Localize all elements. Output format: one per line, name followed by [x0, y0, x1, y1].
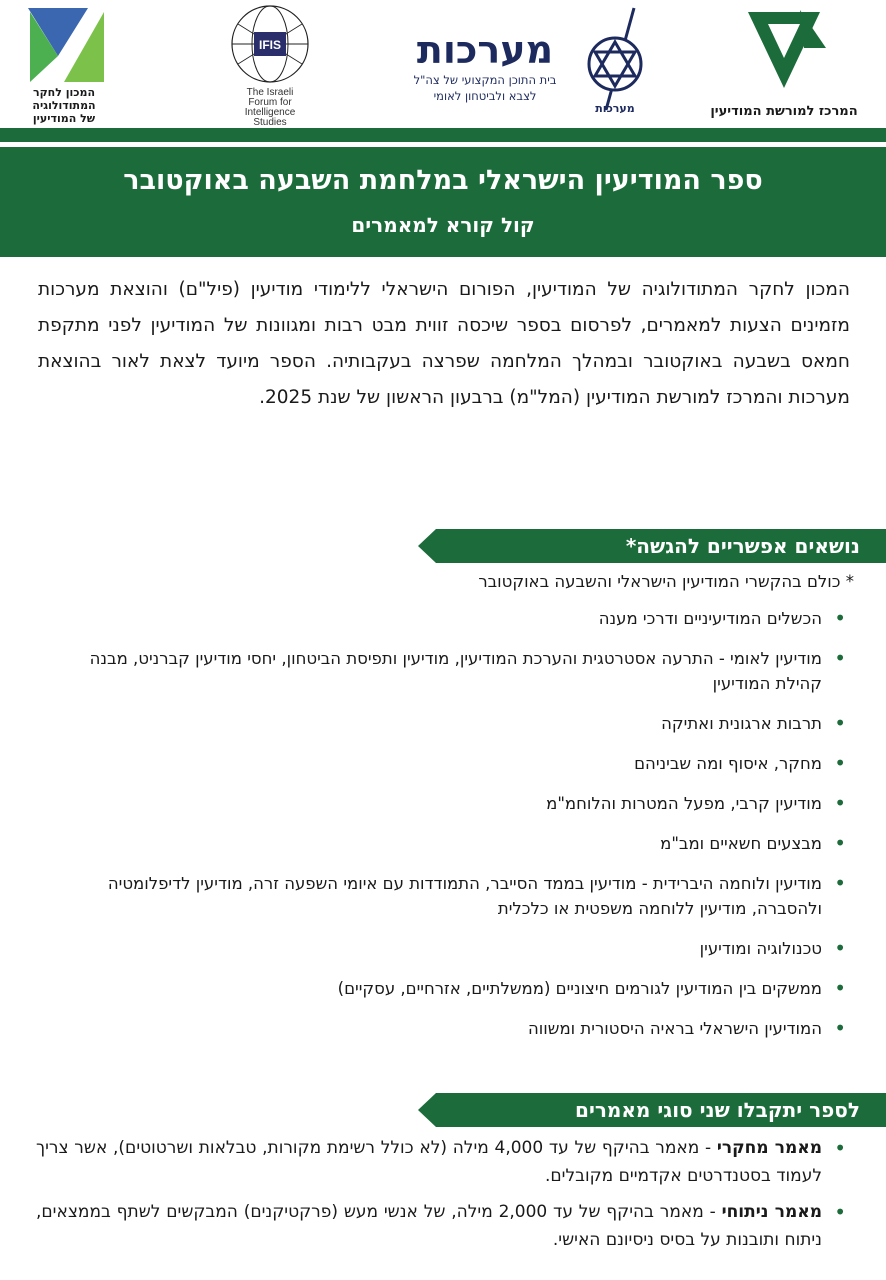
type-separator: - [699, 1138, 717, 1158]
ifis-line4: Studies [253, 117, 287, 128]
ifis-badge-text: IFIS [258, 38, 282, 52]
maarachot-sub2: לצבא ולביטחון לאומי [433, 89, 537, 103]
maarachot-logo [395, 6, 655, 124]
article-types-list [36, 1134, 846, 1262]
topics-note: * כולם בהקשרי המודיעין הישראלי והשבעה באוקטובר [478, 572, 854, 591]
heritage-center-logo [698, 8, 870, 126]
methodology-line3: של המודיעין [32, 112, 96, 125]
list-item: • מודיעין לאומי - התרעה אסטרטגית והערכת המודיעין, מודיעין ותפיסת הביטחון, יחסי מודיעין קברניט, מבנה קהילת המודיעין [51, 646, 846, 696]
methodology-line1: המכון לחקר [32, 86, 96, 99]
page-subtitle: קול קורא למאמרים [351, 213, 535, 237]
types-heading: לספר יתקבלו שני סוגי מאמרים [575, 1098, 860, 1122]
list-item [36, 1198, 846, 1254]
type-separator: - [703, 1202, 722, 1222]
title-banner [0, 147, 886, 257]
ifis-globe-icon [228, 4, 312, 84]
types-heading-tab [436, 1093, 886, 1127]
list-item: • מחקר, איסוף ומה שביניהם [51, 751, 846, 776]
ifis-line2: Forum for [248, 97, 292, 108]
list-item: • מבצעים חשאיים ומב"מ [51, 831, 846, 856]
type-text: מאמר בהיקף של עד 2,000 מילה, של אנשי מעש (פרקטיקנים) המבקשים לשתף בממצאים, ניתוח ותובנות על בסיס ניסיונם האישי. [36, 1202, 822, 1250]
ifis-line3: Intelligence [244, 107, 296, 118]
list-item: • ממשקים בין המודיעין לגורמים חיצוניים (ממשלתיים, אזרחיים, עסקיים) [51, 976, 846, 1001]
top-green-bar [0, 128, 886, 142]
list-item: • המודיעין הישראלי בראיה היסטורית ומשווה [51, 1016, 846, 1041]
logos-row [0, 0, 886, 128]
maarachot-name: מערכות [416, 28, 554, 72]
topics-tab-arrow [418, 529, 436, 563]
ifis-logo [228, 4, 312, 126]
topics-list [51, 606, 846, 1056]
ifis-line1: The Israeli [246, 87, 294, 98]
type-text: מאמר בהיקף של עד 4,000 מילה (לא כולל רשימת מקורות, טבלאות ושרטוטים), אשר צריך לעמוד בסטנדרטים אקדמיים מקובלים. [36, 1138, 822, 1186]
list-item: • מודיעין ולוחמה היברידית - מודיעין בממד הסייבר, התמודדות עם איומי השפעה זרה, מודיעין לדיפלומטיה ולהסברה, מודיעין ללוחמה משפטית או כלכלית [51, 871, 846, 921]
type-label: מאמר ניתוחי [721, 1202, 822, 1222]
maarachot-sub1: בית התוכן המקצועי של צה"ל [413, 73, 557, 87]
list-item [36, 1134, 846, 1190]
types-tab-arrow [418, 1093, 436, 1127]
list-item: • הכשלים המודיעיניים ודרכי מענה [51, 606, 846, 631]
page-title: ספר המודיעין הישראלי במלחמת השבעה באוקטובר [123, 165, 763, 196]
list-item: • מודיעין קרבי, מפעל המטרות והלוחמ"מ [51, 791, 846, 816]
heritage-triangle-icon [742, 8, 826, 92]
list-item: • טכנולוגיה ומודיעין [51, 936, 846, 961]
topics-heading-tab [436, 529, 886, 563]
heritage-name: המרכז למורשת המודיעין [710, 104, 858, 119]
methodology-triangle-icon [18, 4, 110, 82]
type-label: מאמר מחקרי [716, 1138, 823, 1158]
methodology-line2: המתודולוגיה [32, 99, 96, 112]
maarachot-emblem-text: מערכות [595, 102, 635, 115]
methodology-institute-logo [18, 4, 110, 126]
list-item: • תרבות ארגונית ואתיקה [51, 711, 846, 736]
topics-heading: נושאים אפשריים להגשה* [625, 534, 860, 558]
maarachot-emblem-icon [580, 6, 650, 118]
intro-paragraph: המכון לחקר המתודולוגיה של המודיעין, הפורום הישראלי ללימודי מודיעין (פיל"ם) והוצאת מערכות מזמינים הצעות למאמרים, לפרסום בספר שיכסה זווית מבט רבות ומגוונות של המודיעין לפני מתקפת חמאס בשבעה באוקטובר ובמהלך המלחמה שפרצה בעקבותיה. הספר מיועד לצאת לאור בהוצאת מערכות והמרכז למורשת המודיעין (המל"מ) ברבעון הראשון של שנת 2025. [38, 279, 850, 408]
